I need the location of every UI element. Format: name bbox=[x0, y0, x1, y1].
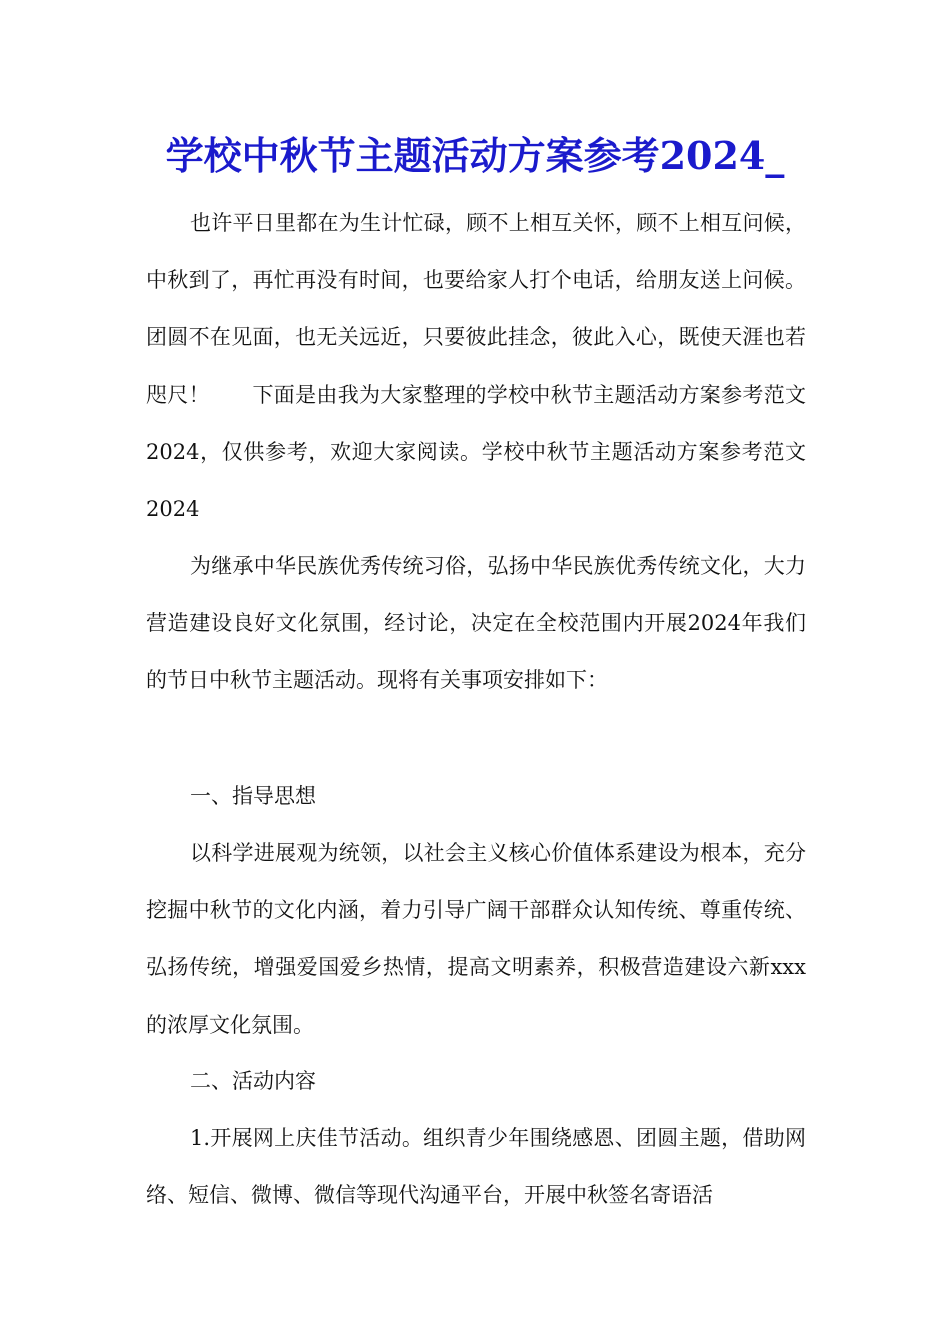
section2-item1: 1.开展网上庆佳节活动。组织青少年围绕感恩、团圆主题，借助网络、短信、微博、微信等现代沟通平台，开展中秋签名寄语活 bbox=[146, 1126, 806, 1208]
section2-heading: 二、活动内容 bbox=[190, 1069, 316, 1093]
section1-heading: 一、指导思想 bbox=[190, 784, 316, 808]
section1-body: 以科学进展观为统领，以社会主义核心价值体系建设为根本，充分挖掘中秋节的文化内涵，着力引导广阔干部群众认知传统、尊重传统、弘扬传统，增强爱国爱乡热情，提高文明素养，积极营造建设六新xxx的浓厚文化氛围。 bbox=[146, 841, 806, 1037]
purpose-paragraph: 为继承中华民族优秀传统习俗，弘扬中华民族优秀传统文化，大力营造建设良好文化氛围，经讨论，决定在全校范围内开展2024年我们的节日中秋节主题活动。现将有关事项安排如下： bbox=[146, 554, 806, 693]
intro-paragraph: 也许平日里都在为生计忙碌，顾不上相互关怀，顾不上相互问候，中秋到了，再忙再没有时间，也要给家人打个电话，给朋友送上问候。团圆不在见面，也无关远近，只要彼此挂念，彼此入心，既使天涯也若咫尺！ 下面是由我为大家整理的学校中秋节主题活动方案参考范文2024，仅供参考，欢迎大家阅读。学校中秋节主题活动方案参考范文2024 bbox=[146, 211, 806, 522]
document-title: 学校中秋节主题活动方案参考2024_ bbox=[165, 133, 785, 178]
